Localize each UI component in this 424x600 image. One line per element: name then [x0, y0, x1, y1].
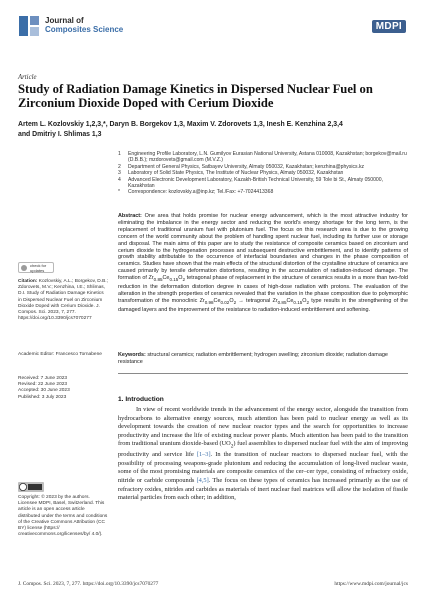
abstract-label: Abstract: [118, 213, 142, 219]
author-list [18, 120, 408, 140]
journal-logo-icon [18, 14, 40, 38]
footer-citation[interactable]: J. Compos. Sci. 2023, 7, 277. https://doi.org/10.3390/jcs7070277 [18, 581, 159, 587]
affiliations [118, 151, 408, 196]
footer-url[interactable]: https://www.mdpi.com/journal/jcs [334, 581, 408, 587]
check-for-updates-button[interactable]: check for updates [18, 262, 54, 273]
article-type: Article [18, 74, 37, 81]
author-line-2: and Dmitriy I. Shlimas 1,3 [18, 131, 102, 138]
introduction-text: In view of recent worldwide trends in the advancement of the energy sector, alongside the transition from hydrocarbons to alternative energy sources, much attention has been paid to nuclear energy as well as its development towards the creation of new nuclear reactor types and the search for opportunities to increase productivity and increase the life of existing nuclear power plants. Much attention has been paid to the transition from traditional uranium dioxide-based $(UO_2)$ fuel assemblies to dispersed nuclear fuel with the aim of improving productivity and service life [1–3]. In the transition of nuclear reactors to dispersed nuclear fuel, with the possibility of processing weapons-grade plutonium and reducing the accumulation of long-lived nuclear waste, some of the most promising materials are composite ceramics of the cer–cer type, consisting of refractory oxide, nitride or carbide compounds [4,5]. The focus on these types of ceramics has increased primarily as the use of refractory oxides, nitrides and carbides as materials of inert nuclear fuel matrices will allow the isolation of fissile material particles from each other; in addition, [118, 406, 409, 502]
dates-block: Received: 7 June 2023 Revised: 22 June 2023 Accepted: 30 June 2023 Published: 3 July 2023 [18, 376, 70, 400]
keywords: Keywords: structural ceramics; radiation embrittlement; hydrogen swelling; zirconium dioxide; radiation damage resistance [118, 352, 388, 365]
abstract: Abstract: One area that holds promise for nuclear energy advancement, which is the most attractive industry for eliminating the imbalance in the energy sector and reducing the world's energy shortage for the long term, is the replacement of traditional uranium fuel with plutonium fuel. The focus on this research area is due to the growing concern of the world community about the problem of handling spent nuclear fuel, including its further use or storage and disposal. The main aims of this paper are to study the resistance of composite ceramics based on zirconium and cerium dioxide to the hydrogenation processes and subsequent destructive embrittlement, and to identify patterns of growth stability attributable to the occurrence of interfacial boundaries and changes in the phase composition of ceramics. Studies have shown that the main effects of the structural distortion of the crystalline structure of ceramics are caused primarily by tensile deformation distortions, resulting in the accumulation of radiation-induced damage. The formation of $Zr_{0.85}Ce_{0.15}O_2$ tetragonal phase of replacement in the structure of ceramics results in a more than two-fold reduction in the deformation distortion degree in cases of high-dose radiation with protons. The evaluation of the alteration in the strength properties of ceramics revealed that the variation in the phase composition due to polymorphic transformation of the monoclinic $Zr_{0.98}Ce_{0.02}O_2$ → tetragonal $Zr_{0.85}Ce_{0.15}O_2$ type results in the strengthening of the damaged layers and the improvement of the resistance to radiation-induced embrittlement and softening. [118, 213, 408, 313]
journal-name-line2: Composites Science [45, 25, 124, 34]
copyright-block: Copyright: © 2023 by the authors. Licensee MDPI, Basel, Switzerland. This article is an open access article distributed under the terms and conditions of the Creative Commons Attribution (CC BY) license (https:// creativecommons.org/licenses/by/ 4.0/). [18, 495, 108, 538]
affiliation-item: 2 Department of General Physics, Satbayev University, Almaty 050032, Kazakhstan; kenzhina@physics.kz [118, 163, 365, 170]
section-heading: 1. Introduction [118, 396, 164, 403]
journal-header [18, 10, 406, 50]
affiliation-item: 1 Engineering Profile Laboratory, L.N. Gumilyov Eurasian National University, Astana 010008, Kazakhstan; borgekov@mail.ru (D.B.B.); mzdorovets@gmail.com (M.V.Z.) [118, 151, 407, 164]
cc-by-license-icon[interactable] [18, 482, 44, 492]
journal-name[interactable] [45, 16, 123, 34]
publisher-logo[interactable]: MDPI [372, 20, 406, 33]
citation-block: Citation: Kozlovskiy, A.L.; Borgekov, D.B.; Zdorovets, M.V.; Kenzhina, I.E.; Shlimas, D.I. Study of Radiation Damage Kinetics in Dispersed Nuclear Fuel on Zirconium Dioxide Doped with Cerium Dioxide. J. Compos. Sci. 2023, 7, 277. https://doi.org/10.3390/jcs7070277 [18, 279, 108, 322]
author-line-1: Artem L. Kozlovskiy 1,2,3,*, Daryn B. Borgekov 1,3, Maxim V. Zdorovets 1,3, Inesh E. Kenzhina 2,3,4 [18, 121, 343, 128]
citation-link[interactable]: [1–3] [196, 451, 211, 459]
update-check-icon [21, 265, 27, 271]
divider [118, 373, 408, 374]
journal-name-line1: Journal of [45, 16, 84, 25]
article-title: Study of Radiation Damage Kinetics in Dispersed Nuclear Fuel on Zirconium Dioxide Doped with Cerium Dioxide [18, 82, 373, 110]
keywords-label: Keywords: [118, 352, 146, 358]
citation-link[interactable]: [4,5] [196, 477, 209, 485]
academic-editor: Academic Editor: Francesco Tornabene [18, 352, 102, 357]
affiliation-item: 4 Advanced Electronic Development Laboratory, Kazakh-British Technical University, 59 Tole bi St., Almaty 050000, Kazakhstan [118, 176, 384, 190]
correspondence: * Correspondence: kozlovskiy.a@inp.kz; Tel./Fax: +7-7024413368 [118, 189, 274, 196]
affiliation-item: 3 Laboratory of Solid State Physics, The Institute of Nuclear Physics, Almaty 050032, Kazakhstan [118, 170, 344, 177]
